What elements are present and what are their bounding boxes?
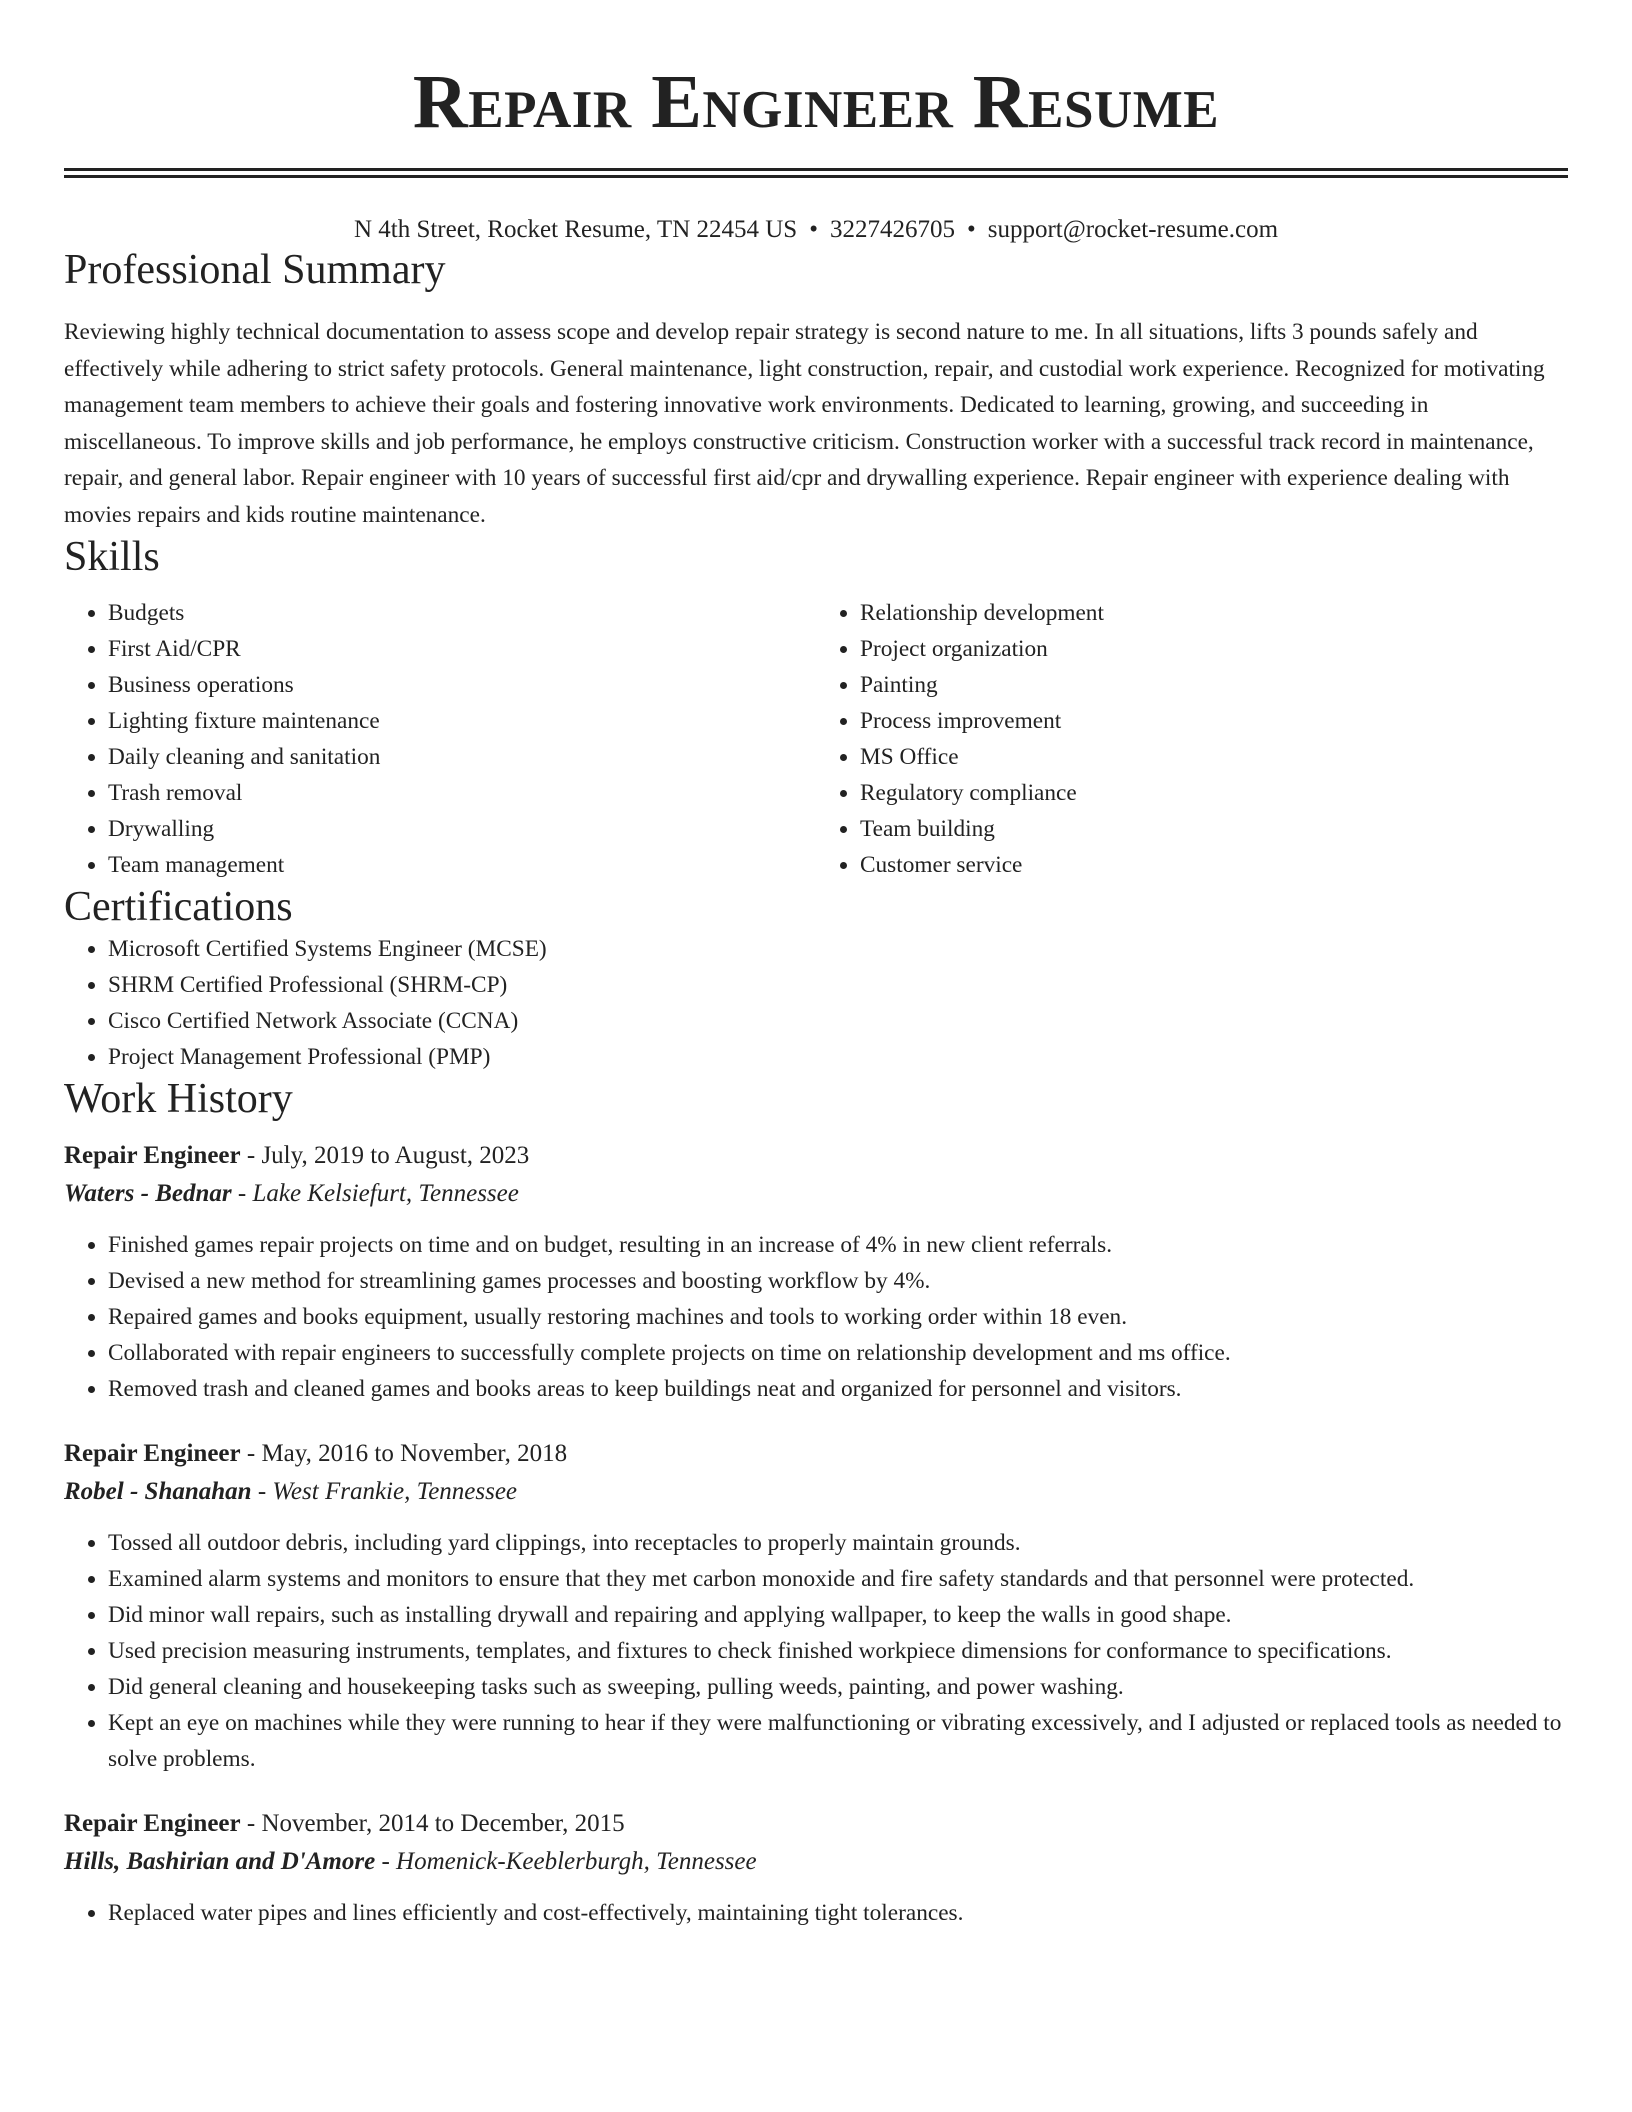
job-title-line xyxy=(64,1137,1568,1175)
dash: - xyxy=(375,1848,397,1875)
skill-item: • Team building xyxy=(860,811,1568,847)
skill-item: • Lighting fixture maintenance xyxy=(108,703,816,739)
skill-item: • Project organization xyxy=(860,631,1568,667)
summary-text: Reviewing highly technical documentation to assess scope and develop repair strategy is second nature to me. In all situations, lifts 3 pounds safely and effectively while adhering to strict safety protocols. General maintenance, light construction, repair, and custodial work experience. Recognized for motivating management team members to achieve their goals and fostering innovative work environments. Dedicated to learning, growing, and succeeding in miscellaneous. To improve skills and job performance, he employs constructive criticism. Construction worker with a successful track record in maintenance, repair, and general labor. Repair engineer with 10 years of successful first aid/cpr and drywalling experience. Repair engineer with experience dealing with movies repairs and kids routine maintenance. xyxy=(64,319,1545,528)
title-divider xyxy=(64,168,1568,178)
job-bullet: • Repaired games and books equipment, usually restoring machines and tools to working order within 18 even. xyxy=(108,1299,1568,1335)
contact-email: support@rocket-resume.com xyxy=(987,216,1279,243)
job-bullet: • Replaced water pipes and lines efficiently and cost-effectively, maintaining tight tolerances. xyxy=(108,1895,1568,1931)
job-entry xyxy=(64,1805,1568,1931)
job-location: Lake Kelsiefurt, Tennessee xyxy=(252,1180,519,1207)
resume-title: Repair Engineer Resume xyxy=(412,60,1220,144)
job-bullet: • Did minor wall repairs, such as installing drywall and repairing and applying wallpaper, to keep the walls in good shape. xyxy=(108,1597,1568,1633)
certifications-list xyxy=(64,931,1568,1075)
skill-item: • Daily cleaning and sanitation xyxy=(108,739,816,775)
job-bullet: • Devised a new method for streamlining games processes and boosting workflow by 4%. xyxy=(108,1263,1568,1299)
resume-page xyxy=(64,0,1568,1931)
skill-item: • Relationship development xyxy=(860,595,1568,631)
job-company: Robel - Shanahan xyxy=(64,1478,252,1505)
contact-separator: • xyxy=(809,216,818,243)
skill-item: • MS Office xyxy=(860,739,1568,775)
contact-phone: 3227426705 xyxy=(829,216,955,243)
job-bullet: • Removed trash and cleaned games and books areas to keep buildings neat and organized for personnel and visitors. xyxy=(108,1371,1568,1407)
job-bullet: • Finished games repair projects on time and on budget, resulting in an increase of 4% in new client referrals. xyxy=(108,1227,1568,1263)
job-bullets xyxy=(64,1227,1568,1407)
dash: - xyxy=(240,1142,262,1169)
job-bullet: • Used precision measuring instruments, templates, and fixtures to check finished workpiece dimensions for conformance to specifications. xyxy=(108,1633,1568,1669)
skill-item: • Process improvement xyxy=(860,703,1568,739)
job-company: Hills, Bashirian and D'Amore xyxy=(64,1848,376,1875)
job-dates: July, 2019 to August, 2023 xyxy=(261,1142,530,1169)
skill-item: • Budgets xyxy=(108,595,816,631)
job-entry xyxy=(64,1137,1568,1407)
job-bullet: • Collaborated with repair engineers to successfully complete projects on time on relationship development and ms office. xyxy=(108,1335,1568,1371)
certification-item: • Project Management Professional (PMP) xyxy=(108,1039,1568,1075)
job-title: Repair Engineer xyxy=(64,1440,241,1467)
dash: - xyxy=(240,1810,262,1837)
contact-line xyxy=(64,214,1568,246)
skill-item: • First Aid/CPR xyxy=(108,631,816,667)
certification-item: • Microsoft Certified Systems Engineer (MCSE) xyxy=(108,931,1568,967)
job-dates: May, 2016 to November, 2018 xyxy=(261,1440,568,1467)
skill-item: • Regulatory compliance xyxy=(860,775,1568,811)
skill-item: • Drywalling xyxy=(108,811,816,847)
job-entry xyxy=(64,1435,1568,1777)
job-bullets xyxy=(64,1525,1568,1777)
skills-right-list xyxy=(816,595,1568,883)
job-bullet: • Did general cleaning and housekeeping tasks such as sweeping, pulling weeds, painting, and power washing. xyxy=(108,1669,1568,1705)
skill-item: • Trash removal xyxy=(108,775,816,811)
contact-separator: • xyxy=(966,216,976,243)
certifications-heading: Certifications xyxy=(64,884,293,930)
job-bullets xyxy=(64,1895,1568,1931)
skills-heading: Skills xyxy=(64,534,160,580)
job-title-line xyxy=(64,1435,1568,1473)
skill-item: • Painting xyxy=(860,667,1568,703)
job-title-line xyxy=(64,1805,1568,1843)
skill-item: • Business operations xyxy=(108,667,816,703)
work-history-heading: Work History xyxy=(64,1076,293,1122)
skill-item: • Team management xyxy=(108,847,816,883)
certification-item: • SHRM Certified Professional (SHRM-CP) xyxy=(108,967,1568,1003)
skills-left-list xyxy=(64,595,816,883)
job-location: Homenick-Keeblerburgh, Tennessee xyxy=(396,1848,757,1875)
certification-item: • Cisco Certified Network Associate (CCNA) xyxy=(108,1003,1568,1039)
job-company: Waters - Bednar xyxy=(64,1180,232,1207)
skill-item: • Customer service xyxy=(860,847,1568,883)
dash: - xyxy=(251,1478,273,1505)
job-bullet: • Tossed all outdoor debris, including yard clippings, into receptacles to properly maintain grounds. xyxy=(108,1525,1568,1561)
skills-columns xyxy=(64,595,1568,883)
job-bullet: • Kept an eye on machines while they were running to hear if they were malfunctioning or vibrating excessively, and I adjusted or replaced tools as needed to solve problems. xyxy=(108,1705,1568,1777)
job-company-line xyxy=(64,1473,1568,1511)
summary-heading: Professional Summary xyxy=(64,247,446,293)
job-title: Repair Engineer xyxy=(64,1810,241,1837)
job-title: Repair Engineer xyxy=(64,1142,241,1169)
dash: - xyxy=(231,1180,253,1207)
job-location: West Frankie, Tennessee xyxy=(272,1478,518,1505)
job-bullet: • Examined alarm systems and monitors to ensure that they met carbon monoxide and fire safety standards and that personnel were protected. xyxy=(108,1561,1568,1597)
job-company-line xyxy=(64,1175,1568,1213)
dash: - xyxy=(240,1440,262,1467)
contact-address: N 4th Street, Rocket Resume, TN 22454 US xyxy=(353,216,798,243)
job-dates: November, 2014 to December, 2015 xyxy=(261,1810,625,1837)
job-company-line xyxy=(64,1843,1568,1881)
